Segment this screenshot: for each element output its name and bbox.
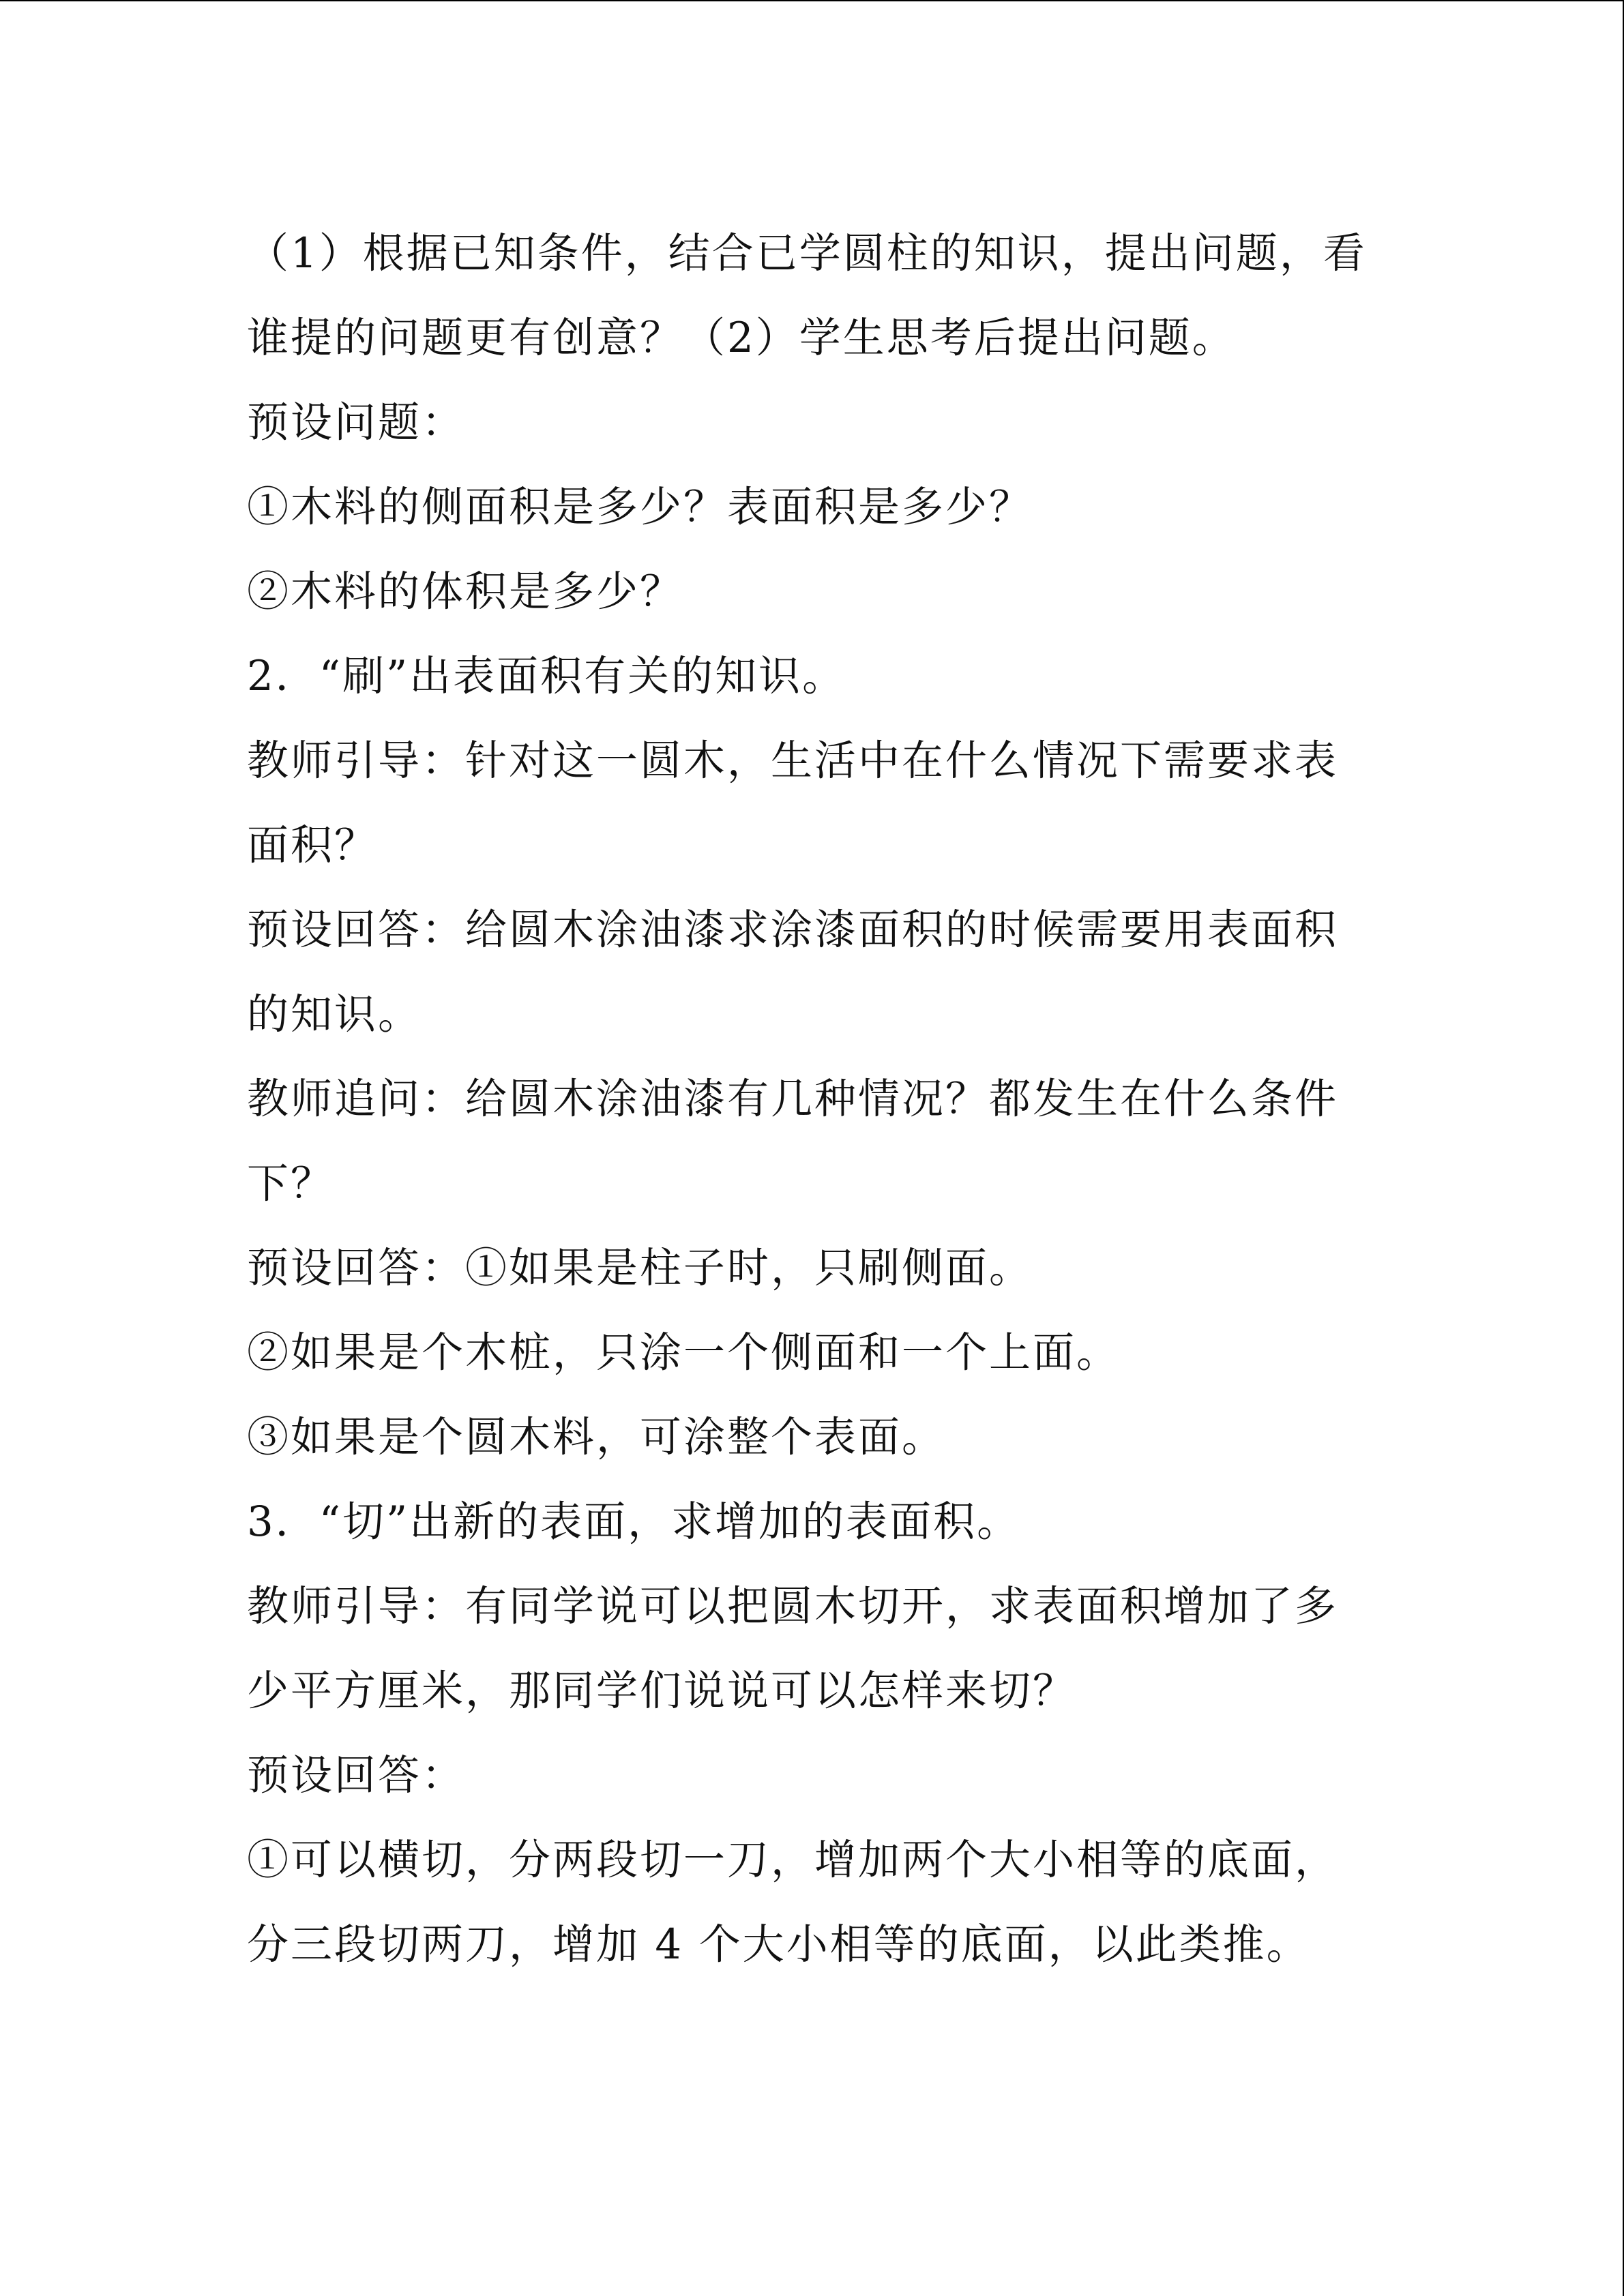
paragraph-line: 预设回答：①如果是柱子时，只刷侧面。 xyxy=(247,1244,1033,1292)
paragraph-line: ①木料的侧面积是多少？表面积是多少？ xyxy=(247,483,1033,531)
paragraph-line: 教师引导：有同学说可以把圆木切开，求表面积增加了多 xyxy=(247,1582,1339,1630)
paragraph-line: 下？ xyxy=(247,1159,335,1208)
paragraph-line: 预设回答：给圆木涂油漆求涂漆面积的时候需要用表面积 xyxy=(247,906,1339,954)
paragraph-line: 分三段切两刀，增加 4 个大小相等的底面，以此类推。 xyxy=(247,1920,1310,1969)
paragraph-line: 预设回答： xyxy=(247,1751,466,1800)
paragraph-line: 面积？ xyxy=(247,821,379,869)
paragraph-line: ②木料的体积是多少？ xyxy=(247,567,684,616)
paragraph-line: 少平方厘米，那同学们说说可以怎样来切？ xyxy=(247,1667,1077,1715)
paragraph-line: 预设问题： xyxy=(247,398,466,447)
paragraph-line: 谁提的问题更有创意？（2）学生思考后提出问题。 xyxy=(247,314,1236,362)
paragraph-line: ①可以横切，分两段切一刀，增加两个大小相等的底面， xyxy=(247,1836,1339,1884)
section-heading: 3．“切”出新的表面，求增加的表面积。 xyxy=(247,1497,1021,1546)
paragraph-line: （1）根据已知条件，结合已学圆柱的知识，提出问题，看 xyxy=(247,229,1367,278)
document-body xyxy=(247,211,1379,1987)
paragraph-line: ③如果是个圆木料，可涂整个表面。 xyxy=(247,1413,946,1461)
paragraph-line: 教师引导：针对这一圆木，生活中在什么情况下需要求表 xyxy=(247,736,1339,785)
section-heading: 2．“刷”出表面积有关的知识。 xyxy=(247,652,846,700)
paragraph-line: 教师追问：给圆木涂油漆有几种情况？都发生在什么条件 xyxy=(247,1075,1339,1123)
paragraph-line: 的知识。 xyxy=(247,990,422,1039)
paragraph-line: ②如果是个木桩，只涂一个侧面和一个上面。 xyxy=(247,1328,1121,1377)
